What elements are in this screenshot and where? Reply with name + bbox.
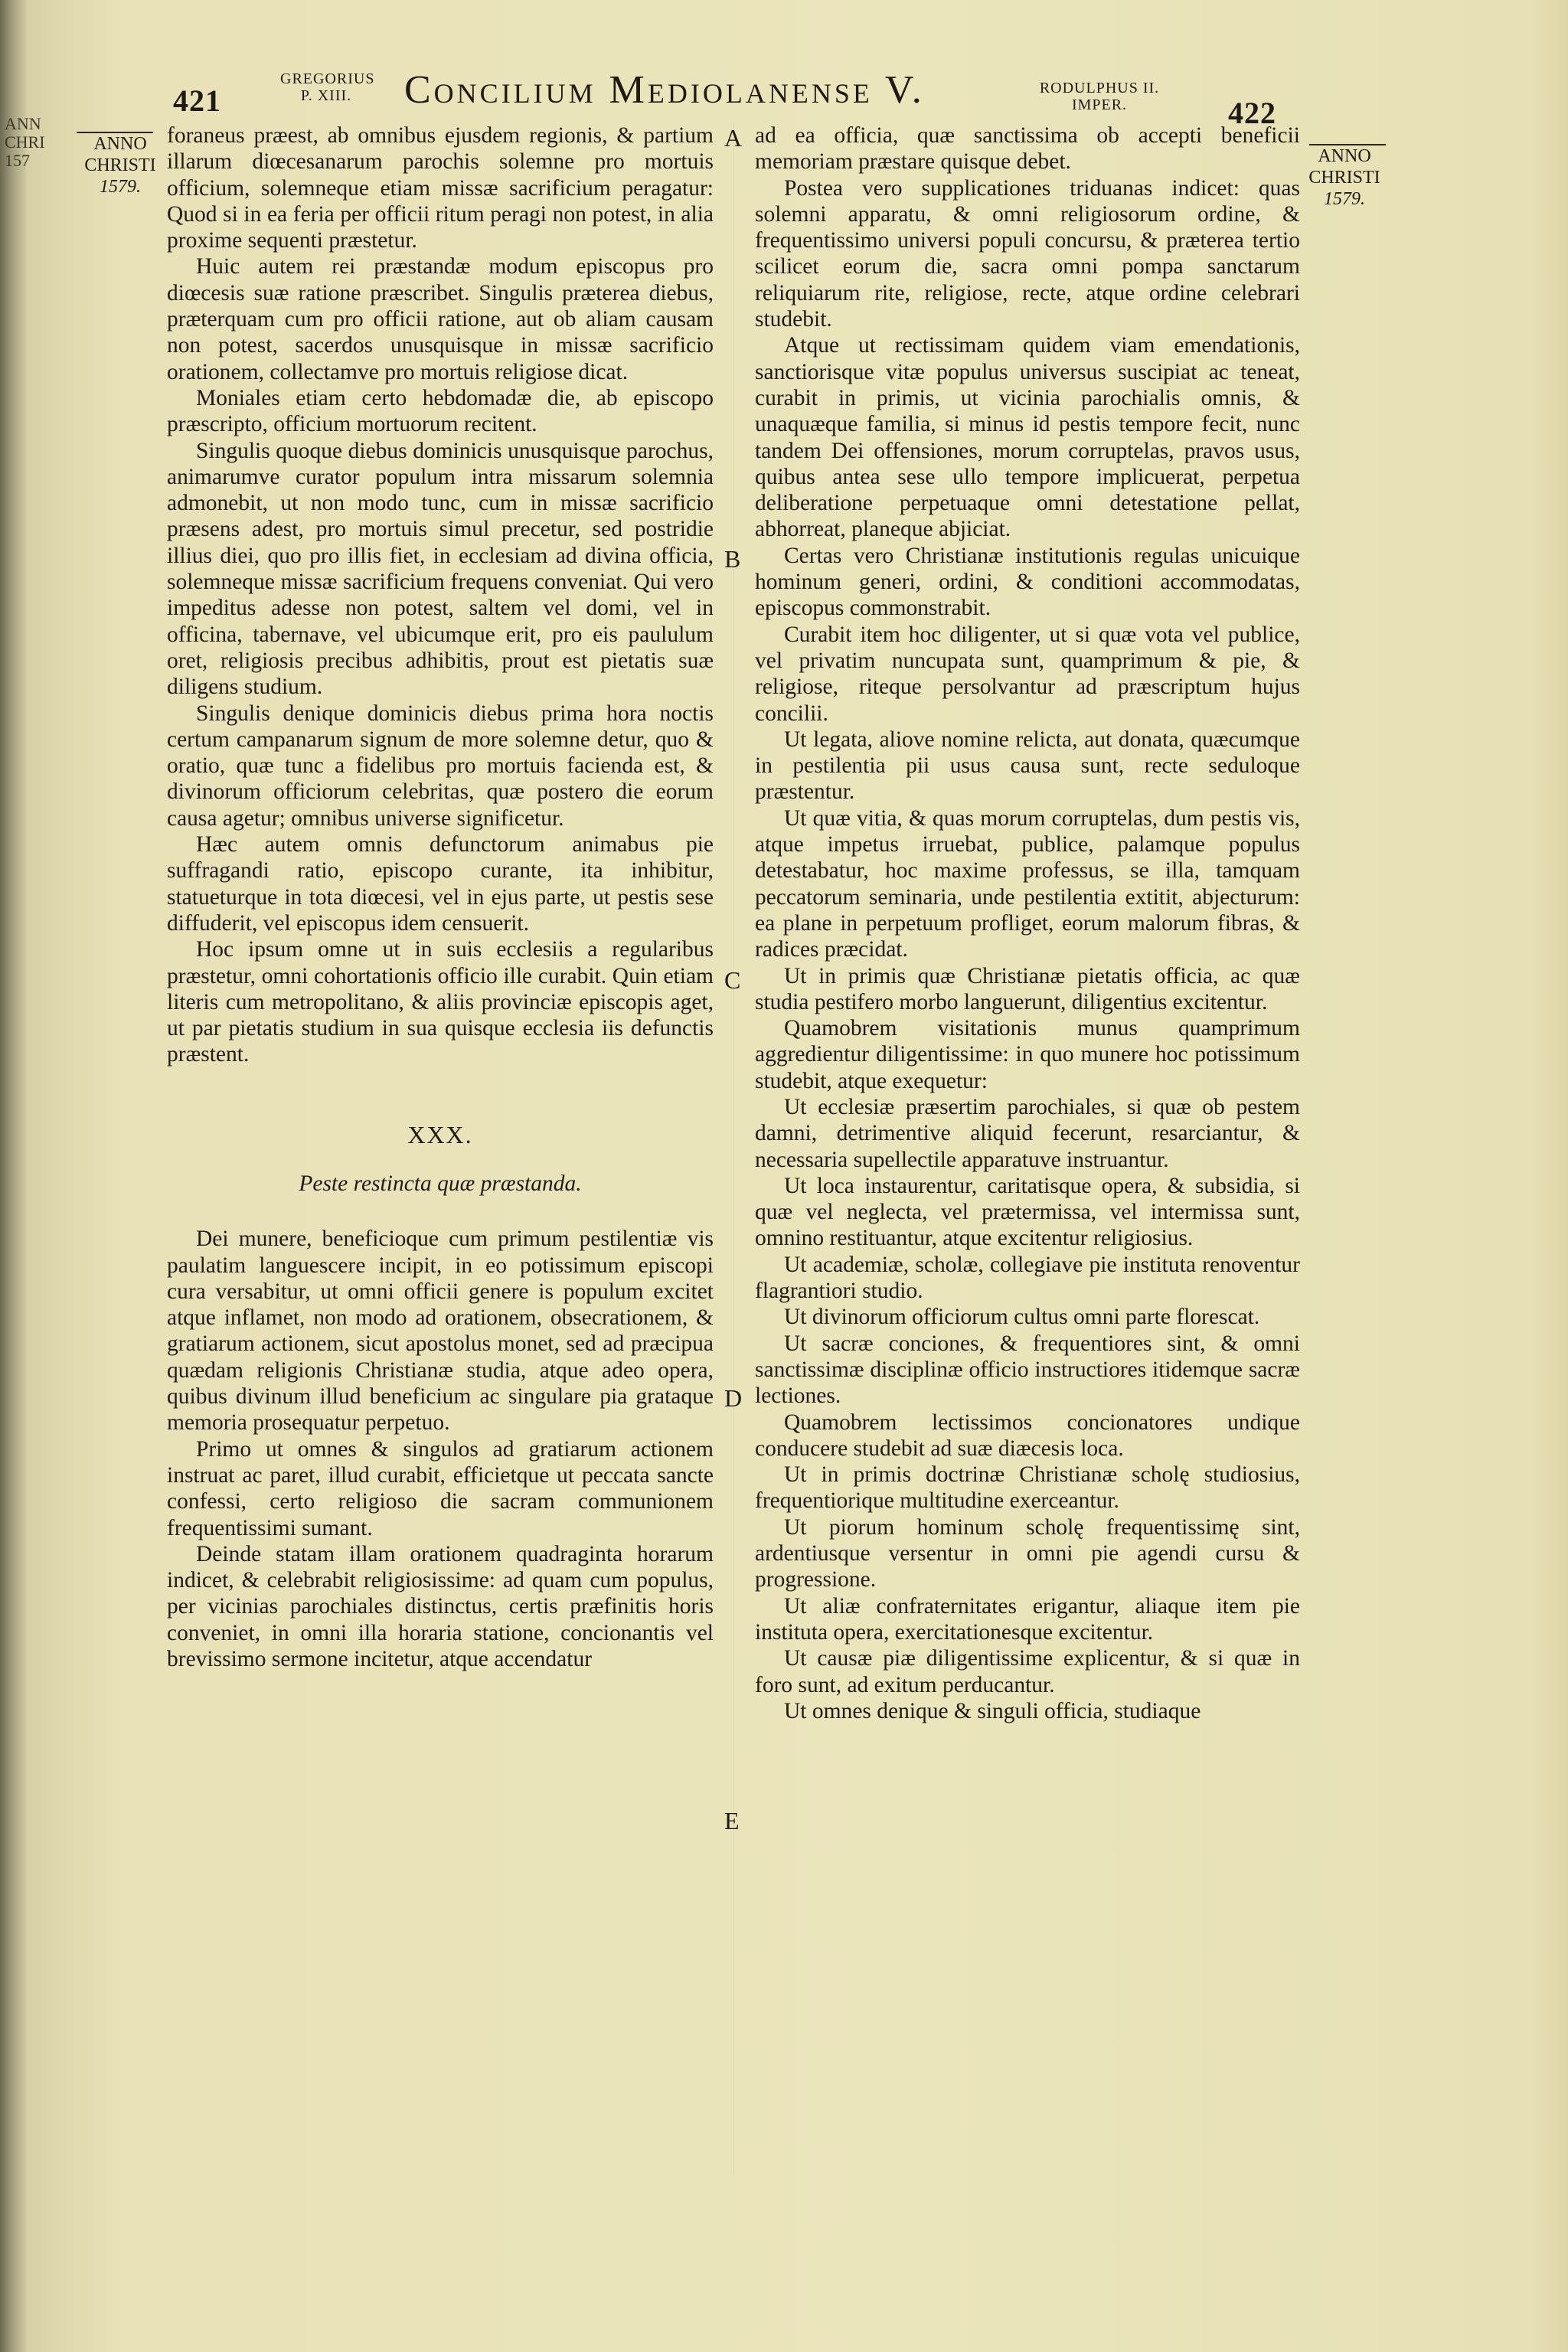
- right-text-column: [755, 122, 1300, 1724]
- pope-title: P. XIII.: [300, 87, 352, 104]
- section-number: XXX.: [407, 1120, 473, 1148]
- previous-page-edge: [5, 114, 45, 170]
- running-head-emperor: [1038, 80, 1161, 113]
- paragraph: Hæc autem omnis defunctorum animabus pie suffragandi ratio, episcopo curante, ita inhibitur, statueturque in tota diœcesi, vel in ejus parte, ut pestis sese diffuderit, vel episcopus idem censuerit.: [167, 832, 714, 936]
- paragraph: Ut causæ piæ diligentissime explicentur, & si quæ in foro sunt, ad exitum perducantur.: [755, 1646, 1300, 1697]
- paragraph: Ut quæ vitia, & quas morum corruptelas, dum pestis vis, atque impetus irruebat, publice, palamque populus detestabatur, hoc maxime professus, se illa, tamquam peccatorum seminaria, unde pestilentia extitit, abjecturum: ea plane in perpetuum profliget, eorum malorum fibras, & radices præcidat.: [755, 805, 1300, 962]
- running-head-pope: [280, 70, 375, 104]
- paragraph: Ut legata, aliove nomine relicta, aut donata, quæcumque in pestilentia pii usus causa sunt, recte seduloque præstentur.: [755, 727, 1300, 805]
- paragraph: Ut piorum hominum scholę frequentissimę sint, ardentiusque versentur in omni pie agendi cursu & progressione.: [755, 1514, 1300, 1592]
- left-text-column: [167, 122, 714, 1672]
- paragraph: Atque ut rectissimam quidem viam emendationis, sanctiorisque vitæ populus universus suscipiat ac teneat, curabit in primis, ut vicinia parochialis omnis, & unaquæque familia, si minus id pestis tempore fecit, nunc tandem Dei offensiones, morum corruptelas, pravos usus, quibus antea sese ullo tempore implicuerat, perpetua deliberatione perpetuaque omni detestatione pellat, abhorreat, planeque abjiciat.: [755, 333, 1300, 542]
- prev-edge-line: 157: [5, 151, 30, 170]
- section-marker-e: E: [724, 1807, 740, 1834]
- anno-word: ANNO: [93, 134, 147, 154]
- anno-word: ANNO: [1318, 146, 1371, 166]
- running-head-title: Concilium Mediolanense V.: [404, 68, 925, 112]
- paragraph: Ut sacræ conciones, & frequentiores sint, & omni sanctissimæ disciplinæ officio instructiores itidemque sacræ lectiones.: [755, 1331, 1300, 1409]
- paragraph: Quamobrem lectissimos concionatores undique conducere studebit ad suæ diæcesis loca.: [755, 1410, 1300, 1461]
- book-spine-shadow: [0, 0, 26, 2352]
- paragraph: Ut divinorum officiorum cultus omni parte florescat.: [784, 1305, 1260, 1330]
- section-title: Peste restincta quæ præstanda.: [299, 1171, 582, 1196]
- page-number-right: 422: [1228, 96, 1276, 130]
- year-value: 1579.: [1324, 189, 1365, 209]
- section-marker-c: C: [724, 966, 741, 994]
- page-number-left: 421: [173, 83, 221, 118]
- emperor-name: RODULPHUS II.: [1039, 80, 1160, 96]
- paragraph: Curabit item hoc diligenter, ut si quæ vota vel publice, vel privatim nuncupata sunt, quamprimum & pie, & religiose, riteque persolvantur ad præscriptum hujus concilii.: [755, 622, 1300, 726]
- column-gutter: [733, 122, 734, 2174]
- paragraph: foraneus præest, ab omnibus ejusdem regionis, & partium illarum diœcesanarum parochis solemne pro mortuis officium, solemneque etiam missæ sacrificium peragatur: Quod si in ea feria per officii ritum peragi non potest, in alia proxime sequenti præstetur.: [167, 123, 714, 253]
- pope-name: GREGORIUS: [280, 70, 375, 87]
- paragraph: Ut ecclesiæ præsertim parochiales, si quæ ob pestem damni, detrimentive aliquid fecerunt, resarciantur, & necessaria supellectile apparatuve instruantur.: [755, 1094, 1300, 1172]
- paragraph: Primo ut omnes & singulos ad gratiarum actionem instruat ac paret, illud curabit, efficietque ut peccata sancte confessi, certo religioso die sacram communionem frequentissimi sumant.: [167, 1436, 714, 1540]
- paragraph: Quamobrem visitationis munus quamprimum aggredientur diligentissime: in quo munere hoc potissimum studebit, atque exequetur:: [755, 1016, 1300, 1093]
- paragraph: Ut in primis quæ Christianæ pietatis officia, ac quæ studia pestifero morbo languerunt, diligentius excitentur.: [755, 963, 1300, 1014]
- paragraph: Certas vero Christianæ institutionis regulas unicuique hominum generi, ordini, & conditioni accommodatas, episcopus commonstrabit.: [755, 543, 1300, 621]
- paragraph: Ut academiæ, scholæ, collegiave pie instituta renoventur flagrantiori studio.: [755, 1252, 1300, 1304]
- paragraph: Ut aliæ confraternitates erigantur, aliaque item pie instituta opera, exercitationesque excitentur.: [755, 1593, 1300, 1645]
- paragraph: Deinde statam illam orationem quadraginta horarum indicet, & celebrabit religiosissime: ad quam cum populus, per vicinias parochiales distinctus, certis præfinitis horis conveniet, in omni illa horaria statione, concionantis vel brevissimo sermone incitetur, atque accendatur: [167, 1541, 714, 1672]
- paragraph: Ut in primis doctrinæ Christianæ scholę studiosius, frequentiorique multitudine exerceantur.: [755, 1462, 1300, 1514]
- section-marker-b: B: [724, 545, 741, 573]
- paragraph: Dei munere, beneficioque cum primum pestilentiæ vis paulatim languescere incipit, in eo potissimum episcopi cura versabitur, ut omni officii genere is populum excitet atque inflamet, non modo ad orationem, obsecrationem, & gratiarum actionem, sicut apostolus monet, sed ad præcipua quædam religionis Christianæ studia, atque adeo opera, quibus divinum illud beneficium ac singulare pia grataque memoria prosequatur perpetuo.: [167, 1227, 714, 1436]
- christi-word: CHRISTI: [1308, 168, 1380, 188]
- year-note-left: [75, 133, 165, 198]
- paragraph: Hoc ipsum omne ut in suis ecclesiis a regularibus præstetur, omni cohortationis officio ille curabit. Quin etiam literis cum metropolitano, & aliis provinciæ episcopis aget, ut par pietatis studium in sua quisque ecclesia iis defunctis præstent.: [167, 937, 714, 1067]
- paragraph: Singulis denique dominicis diebus prima hora noctis certum campanarum signum de more solemne detur, quo & oratio, quæ tunc a fidelibus pro mortuis facienda est, & divinorum officiorum celebritas, quæ postero die eorum causa agetur; omnibus universe significetur.: [167, 701, 714, 831]
- prev-edge-line: CHRI: [5, 132, 45, 152]
- paragraph: Moniales etiam certo hebdomadæ die, ab episcopo præscripto, officium mortuorum recitent.: [167, 385, 714, 437]
- paragraph: Postea vero supplicationes triduanas indicet: quas solemni apparatu, & omni religiosorum ordine, & frequentissimo universi populi concursu, & præterea tertio scilicet eorum die, sacra omni pompa sanctarum reliquiarum rite, religiose, recte, atque ordine celebrari studebit.: [755, 175, 1300, 332]
- section-marker-a: A: [724, 124, 743, 152]
- prev-edge-line: ANN: [5, 114, 41, 133]
- section-marker-d: D: [724, 1384, 743, 1412]
- emperor-title: IMPER.: [1071, 96, 1128, 113]
- paragraph: Singulis quoque diebus dominicis unusquisque parochus, animarumve curator populum intra missarum solemnia admonebit, ut non modo tunc, cum in missæ sacrificio præsens adest, pro mortuis simul precetur, sed postridie illius diei, quo pro illis fiet, in ecclesiam ad divina officia, solemneque missæ sacrificium frequens conveniat. Qui vero impeditus adesse non potest, saltem vel domi, vel in officina, tabernave, vel ubicumque erit, pro eis paululum oret, religiosis precibus adhibitis, prout est pietatis suæ diligens studium.: [167, 438, 714, 700]
- paragraph: Huic autem rei præstandæ modum episcopus pro diœcesis suæ ratione præscribet. Singulis præterea diebus, præterquam cum pro officii ratione, aut ob aliam causam non potest, sacerdos unusquisque in missæ sacrificio orationem, collectamve pro mortuis religiose dicat.: [167, 254, 714, 384]
- christi-word: CHRISTI: [84, 155, 156, 175]
- year-note-right: [1298, 145, 1390, 210]
- paragraph: Ut omnes denique & singuli officia, studiaque: [784, 1698, 1201, 1723]
- year-value: 1579.: [100, 177, 141, 197]
- paragraph: Ut loca instaurentur, caritatisque opera, & subsidia, si quæ vel neglecta, vel prætermissa, vel intermissa sunt, omnino restituantur, atque excitentur religiosius.: [755, 1173, 1300, 1251]
- paragraph: ad ea officia, quæ sanctissima ob accepti beneficii memoriam præstare quisque debet.: [755, 123, 1300, 175]
